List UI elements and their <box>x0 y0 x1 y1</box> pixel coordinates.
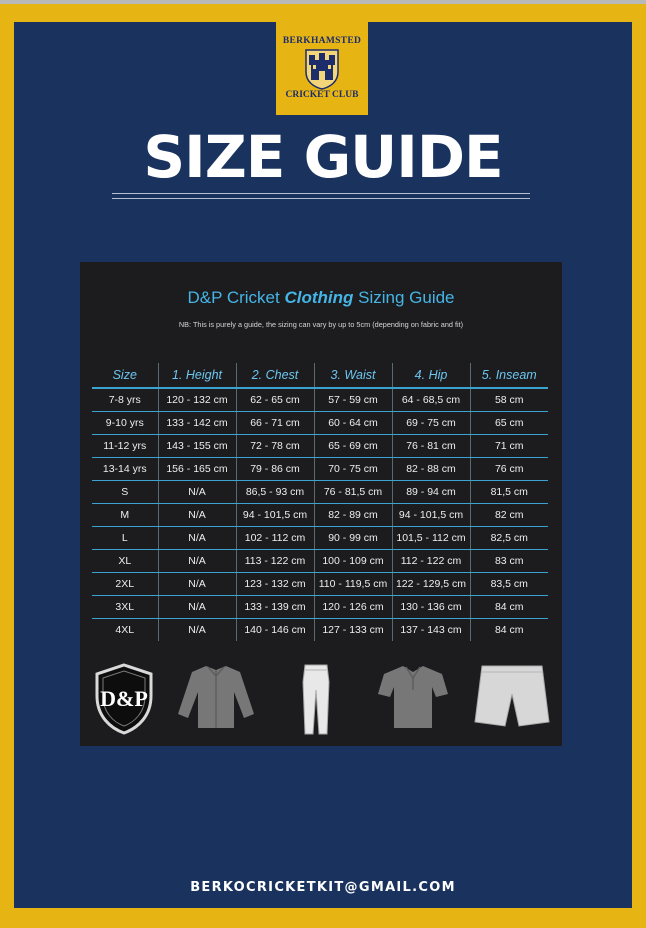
size-cell: XL <box>92 550 158 573</box>
crest-top-text: BERKHAMSTED <box>282 36 362 46</box>
measurement-cell: 82,5 cm <box>470 527 548 550</box>
measurement-cell: N/A <box>158 527 236 550</box>
measurement-cell: 65 - 69 cm <box>314 435 392 458</box>
measurement-cell: 71 cm <box>470 435 548 458</box>
measurement-cell: 83,5 cm <box>470 573 548 596</box>
table-row <box>92 412 548 435</box>
measurement-cell: 60 - 64 cm <box>314 412 392 435</box>
column-header: Size <box>92 363 158 388</box>
table-row <box>92 388 548 412</box>
measurement-cell: 81,5 cm <box>470 481 548 504</box>
measurement-cell: 82 cm <box>470 504 548 527</box>
column-header: 1. Height <box>158 363 236 388</box>
measurement-cell: 57 - 59 cm <box>314 388 392 412</box>
table-row <box>92 481 548 504</box>
measurement-cell: N/A <box>158 596 236 619</box>
castle-icon <box>300 46 344 90</box>
table-row <box>92 458 548 481</box>
measurement-cell: 58 cm <box>470 388 548 412</box>
size-cell: 3XL <box>92 596 158 619</box>
size-cell: 4XL <box>115 624 135 636</box>
measurement-cell: N/A <box>158 619 236 642</box>
measurement-cell: 84 cm <box>470 619 548 642</box>
measurement-cell: 133 - 139 cm <box>236 596 314 619</box>
measurement-cell: 90 - 99 cm <box>314 527 392 550</box>
measurement-cell: 82 - 88 cm <box>392 458 470 481</box>
size-cell: L <box>92 527 158 550</box>
size-cell: 11-12 yrs <box>92 435 158 458</box>
size-table <box>92 363 548 641</box>
measurement-cell: 86,5 - 93 cm <box>236 481 314 504</box>
measurement-cell: N/A <box>158 550 236 573</box>
chart-title-suffix: Sizing Guide <box>353 288 455 307</box>
table-row <box>92 596 548 619</box>
measurement-cell: 122 - 129,5 cm <box>392 573 470 596</box>
measurement-cell: 120 - 132 cm <box>158 388 236 412</box>
measurement-cell: 101,5 - 112 cm <box>392 527 470 550</box>
size-cell: S <box>92 481 158 504</box>
measurement-cell: 130 - 136 cm <box>392 596 470 619</box>
chart-title <box>80 288 562 308</box>
chart-note: NB: This is purely a guide, the sizing can vary by up to 5cm (depending on fabric and fit) <box>178 320 464 329</box>
title-rule-bottom <box>112 198 530 199</box>
page-title: SIZE GUIDE <box>143 123 503 191</box>
measurement-cell: 79 - 86 cm <box>236 458 314 481</box>
size-table-body <box>92 388 548 641</box>
measurement-cell: 76 - 81,5 cm <box>314 481 392 504</box>
measurement-cell: 120 - 126 cm <box>314 596 392 619</box>
size-cell: M <box>92 504 158 527</box>
trousers-icon <box>298 662 334 736</box>
measurement-cell: 70 - 75 cm <box>314 458 392 481</box>
measurement-cell: 82 - 89 cm <box>314 504 392 527</box>
measurement-cell: 69 - 75 cm <box>392 412 470 435</box>
measurement-cell: 112 - 122 cm <box>392 550 470 573</box>
chart-title-emphasis: Clothing <box>284 288 354 307</box>
measurement-cell: 94 - 101,5 cm <box>392 504 470 527</box>
table-row <box>92 550 548 573</box>
column-header: 4. Hip <box>392 363 470 388</box>
measurement-cell: 65 cm <box>470 412 548 435</box>
measurement-cell: 84 cm <box>470 596 548 619</box>
measurement-cell: 76 - 81 cm <box>392 435 470 458</box>
column-header: 2. Chest <box>236 363 314 388</box>
chart-title-prefix: D&P Cricket <box>187 288 285 307</box>
measurement-cell: 137 - 143 cm <box>392 619 470 642</box>
measurement-cell: 102 - 112 cm <box>236 527 314 550</box>
shorts-icon <box>472 662 552 732</box>
crest-bottom-text: CRICKET CLUB <box>285 90 359 100</box>
dp-shield-logo <box>92 662 156 736</box>
measurement-cell: 100 - 109 cm <box>314 550 392 573</box>
size-cell: 7-8 yrs <box>92 388 158 412</box>
table-row <box>92 527 548 550</box>
measurement-cell: 156 - 165 cm <box>158 458 236 481</box>
size-cell: 13-14 yrs <box>92 458 158 481</box>
measurement-cell: 62 - 65 cm <box>236 388 314 412</box>
measurement-cell: N/A <box>158 481 236 504</box>
table-row <box>92 504 548 527</box>
measurement-cell: 94 - 101,5 cm <box>236 504 314 527</box>
measurement-cell: 64 - 68,5 cm <box>392 388 470 412</box>
top-strip <box>0 0 646 4</box>
column-header: 3. Waist <box>314 363 392 388</box>
polo-shirt-icon <box>376 662 450 732</box>
column-header: 5. Inseam <box>470 363 548 388</box>
measurement-cell: 133 - 142 cm <box>158 412 236 435</box>
sizing-chart <box>80 262 562 746</box>
measurement-cell: 113 - 122 cm <box>236 550 314 573</box>
measurement-cell: 140 - 146 cm <box>236 619 314 642</box>
table-row <box>92 619 548 642</box>
measurement-cell: 89 - 94 cm <box>392 481 470 504</box>
measurement-cell: 76 cm <box>470 458 548 481</box>
measurement-cell: N/A <box>158 573 236 596</box>
logo-text: D&P <box>100 686 148 711</box>
measurement-cell: 123 - 132 cm <box>236 573 314 596</box>
measurement-cell: 143 - 155 cm <box>158 435 236 458</box>
title-rule-top <box>112 193 530 194</box>
size-cell: 9-10 yrs <box>92 412 158 435</box>
measurement-cell: 110 - 119,5 cm <box>314 573 392 596</box>
club-crest-logo <box>276 22 368 115</box>
size-cell: 2XL <box>92 573 158 596</box>
measurement-cell: 66 - 71 cm <box>236 412 314 435</box>
jacket-icon <box>170 662 262 732</box>
measurement-cell: N/A <box>158 504 236 527</box>
measurement-cell: 83 cm <box>470 550 548 573</box>
measurement-cell: 127 - 133 cm <box>314 619 392 642</box>
table-header-row <box>92 363 548 388</box>
table-row <box>92 435 548 458</box>
contact-email: BERKOCRICKETKIT@GMAIL.COM <box>190 880 456 895</box>
table-row <box>92 573 548 596</box>
measurement-cell: 72 - 78 cm <box>236 435 314 458</box>
